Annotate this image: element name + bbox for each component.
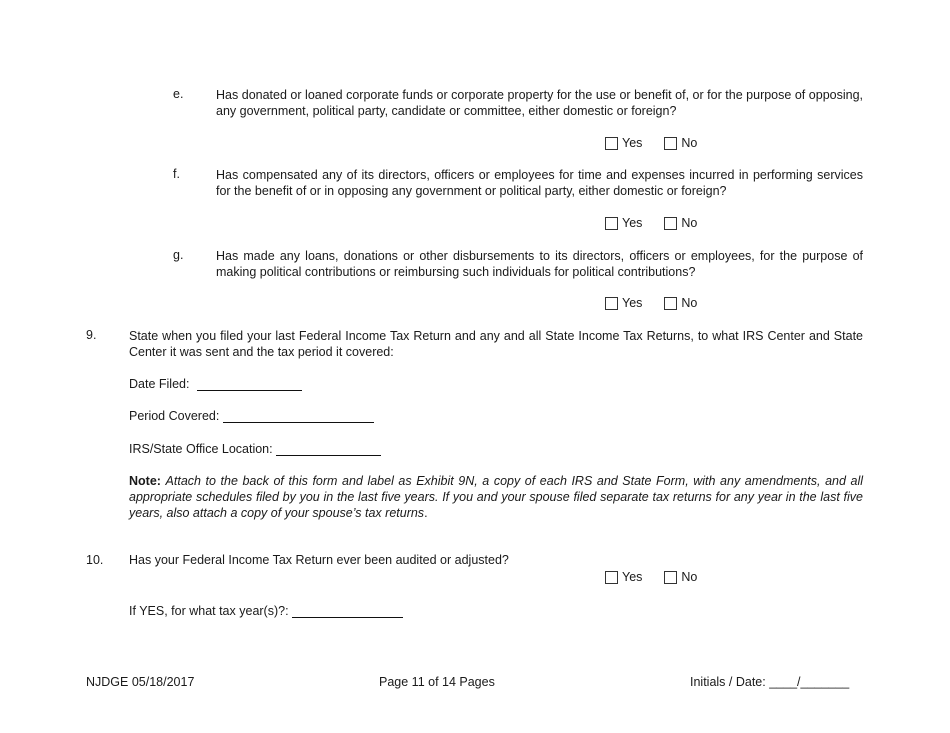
tax-years-label: If YES, for what tax year(s)?: [129,604,289,618]
note-end: . [424,506,428,520]
item-e-question: Has donated or loaned corporate funds or corporate property for the use or benefit of, or for the purpose of opposing, any government, political party, candidate or committee, either domestic or foreign? [216,88,863,118]
question-10-text: Has your Federal Income Tax Return ever been audited or adjusted? [129,553,509,567]
no-label: No [681,216,698,230]
question-10-yes-checkbox[interactable] [605,571,618,584]
question-10-options [605,569,719,585]
no-label: No [681,136,698,150]
item-g-options [605,295,719,311]
item-g-no-checkbox[interactable] [664,297,677,310]
date-filed-row [129,376,302,391]
date-filed-field[interactable] [197,376,302,391]
footer-initials [690,675,849,689]
item-e-no-checkbox[interactable] [664,137,677,150]
office-location-label: IRS/State Office Location: [129,442,273,456]
question-10-no-checkbox[interactable] [664,571,677,584]
footer-page-number: Page 11 of 14 Pages [379,675,495,689]
no-label: No [681,296,698,310]
item-e-letter: e. [173,87,184,101]
item-g-yes-checkbox[interactable] [605,297,618,310]
office-location-field[interactable] [276,441,381,456]
item-g-letter: g. [173,248,184,262]
yes-label: Yes [622,216,643,230]
period-covered-row [129,408,374,423]
item-f-no-checkbox[interactable] [664,217,677,230]
period-covered-field[interactable] [223,408,374,423]
tax-years-row [129,603,403,618]
question-9-text: State when you filed your last Federal Income Tax Return and any and all State Income Tax Returns, to what IRS Center and State Center it was sent and the tax period it covered: [129,329,863,359]
period-covered-label: Period Covered: [129,409,220,423]
tax-years-field[interactable] [292,603,403,618]
note-label: Note: [129,474,161,488]
note-text: Attach to the back of this form and label as Exhibit 9N, a copy of each IRS and State Form, with any amendments, and all appropriate schedules filed by you in the last five years. If you and your spouse filed separate tax returns for any year in the last five years, also attach a copy of your spouse’s tax returns [129,474,863,520]
no-label: No [681,570,698,584]
question-9-number: 9. [86,328,97,342]
item-f-yes-checkbox[interactable] [605,217,618,230]
yes-label: Yes [622,136,643,150]
item-g-question: Has made any loans, donations or other disbursements to its directors, officers or employees, for the purpose of making political contributions or reimbursing such individuals for political contributions? [216,249,863,279]
item-f-letter: f. [173,167,180,181]
date-filed-label: Date Filed: [129,377,190,391]
item-e-options [605,135,719,151]
office-location-row [129,441,381,456]
question-10-number: 10. [86,553,104,567]
initials-label: Initials / Date: [690,675,766,689]
yes-label: Yes [622,296,643,310]
item-f-options [605,215,719,231]
item-e-yes-checkbox[interactable] [605,137,618,150]
item-f-question: Has compensated any of its directors, officers or employees for time and expenses incurred in performing services for the benefit of or in opposing any government or political party, either domestic or foreign? [216,168,863,198]
footer-form-id: NJDGE 05/18/2017 [86,675,195,689]
yes-label: Yes [622,570,643,584]
note-paragraph [129,473,863,521]
initials-date-blank[interactable]: ____/_______ [769,675,850,689]
